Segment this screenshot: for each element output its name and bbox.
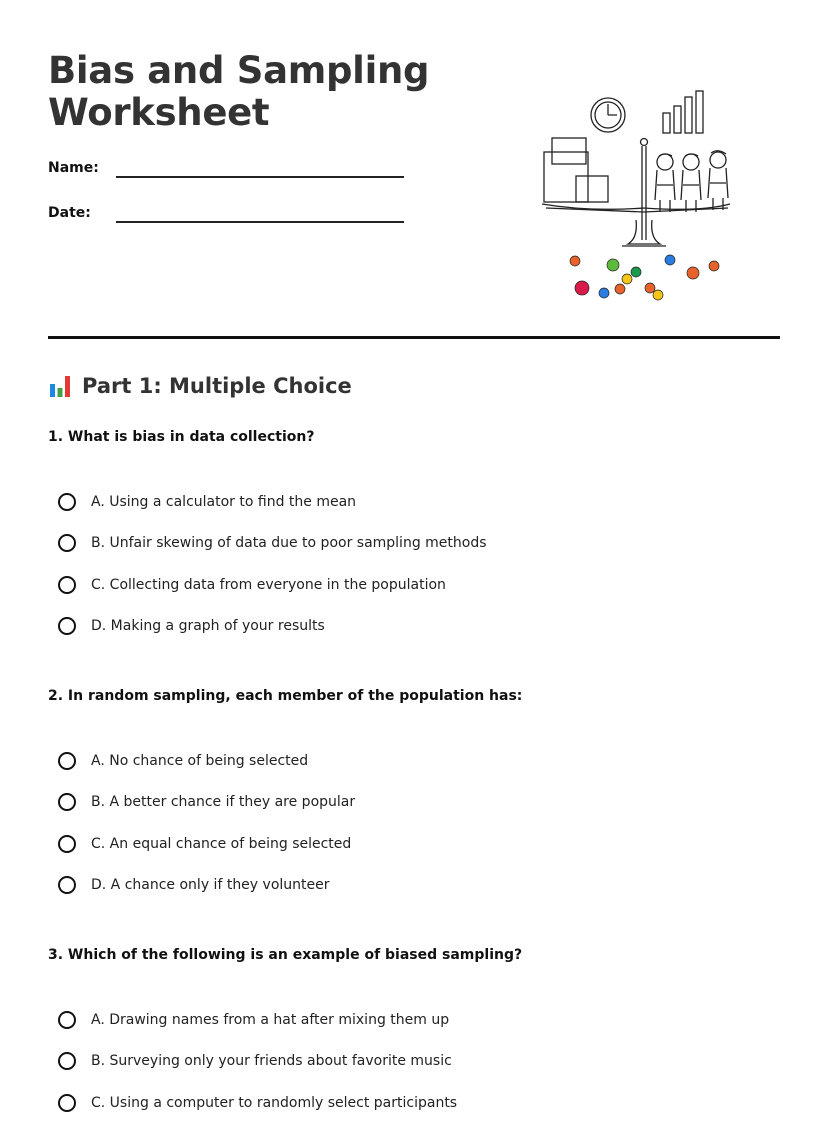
- option-3c[interactable]: [58, 1082, 457, 1124]
- option-label: D. A chance only if they volunteer: [91, 877, 330, 894]
- option-label: C. Collecting data from everyone in the population: [91, 576, 446, 593]
- question-2: 2. In random sampling, each member of the population has:: [48, 688, 523, 704]
- option-label: C. Using a computer to randomly select participants: [91, 1094, 458, 1111]
- page-title: [48, 50, 429, 134]
- option-1c[interactable]: [58, 564, 487, 606]
- radio-button[interactable]: [58, 576, 76, 594]
- section-divider: [48, 336, 780, 339]
- radio-button[interactable]: [58, 617, 76, 635]
- name-line[interactable]: [116, 176, 404, 178]
- option-1d[interactable]: [58, 606, 487, 648]
- option-label: B. Surveying only your friends about favorite music: [91, 1053, 452, 1070]
- radio-button[interactable]: [58, 876, 76, 894]
- part1-heading: [48, 374, 352, 398]
- question-1-options: [58, 481, 487, 647]
- balance-scale-illustration-icon: [540, 90, 740, 305]
- radio-button[interactable]: [58, 1094, 76, 1112]
- radio-button[interactable]: [58, 1052, 76, 1070]
- option-label: A. No chance of being selected: [91, 752, 309, 769]
- title-line-1: Bias and Sampling: [48, 49, 430, 92]
- option-3a[interactable]: [58, 999, 457, 1041]
- radio-button[interactable]: [58, 793, 76, 811]
- option-2c[interactable]: [58, 823, 355, 865]
- date-field[interactable]: [48, 205, 91, 221]
- name-field[interactable]: [48, 160, 99, 176]
- option-label: B. A better chance if they are popular: [91, 794, 356, 811]
- question-3: 3. Which of the following is an example of biased sampling?: [48, 947, 523, 963]
- radio-button[interactable]: [58, 534, 76, 552]
- radio-button[interactable]: [58, 752, 76, 770]
- question-2-options: [58, 740, 355, 906]
- name-label: Name:: [48, 160, 99, 176]
- question-3-options: [58, 999, 457, 1124]
- option-2b[interactable]: [58, 782, 355, 824]
- title-line-2: Worksheet: [48, 91, 270, 134]
- option-1b[interactable]: [58, 523, 487, 565]
- radio-button[interactable]: [58, 835, 76, 853]
- option-label: A. Drawing names from a hat after mixing them up: [91, 1011, 450, 1028]
- date-line[interactable]: [116, 221, 404, 223]
- radio-button[interactable]: [58, 493, 76, 511]
- option-2d[interactable]: [58, 865, 355, 907]
- part1-title: Part 1: Multiple Choice: [82, 374, 352, 398]
- option-3b[interactable]: [58, 1041, 457, 1083]
- date-label: Date:: [48, 205, 91, 221]
- radio-button[interactable]: [58, 1011, 76, 1029]
- option-label: D. Making a graph of your results: [91, 618, 325, 635]
- option-label: B. Unfair skewing of data due to poor sampling methods: [91, 535, 487, 552]
- option-label: A. Using a calculator to find the mean: [91, 493, 357, 510]
- question-1: 1. What is bias in data collection?: [48, 429, 315, 445]
- option-2a[interactable]: [58, 740, 355, 782]
- option-label: C. An equal chance of being selected: [91, 835, 352, 852]
- bar-chart-icon: [48, 374, 72, 398]
- option-1a[interactable]: [58, 481, 487, 523]
